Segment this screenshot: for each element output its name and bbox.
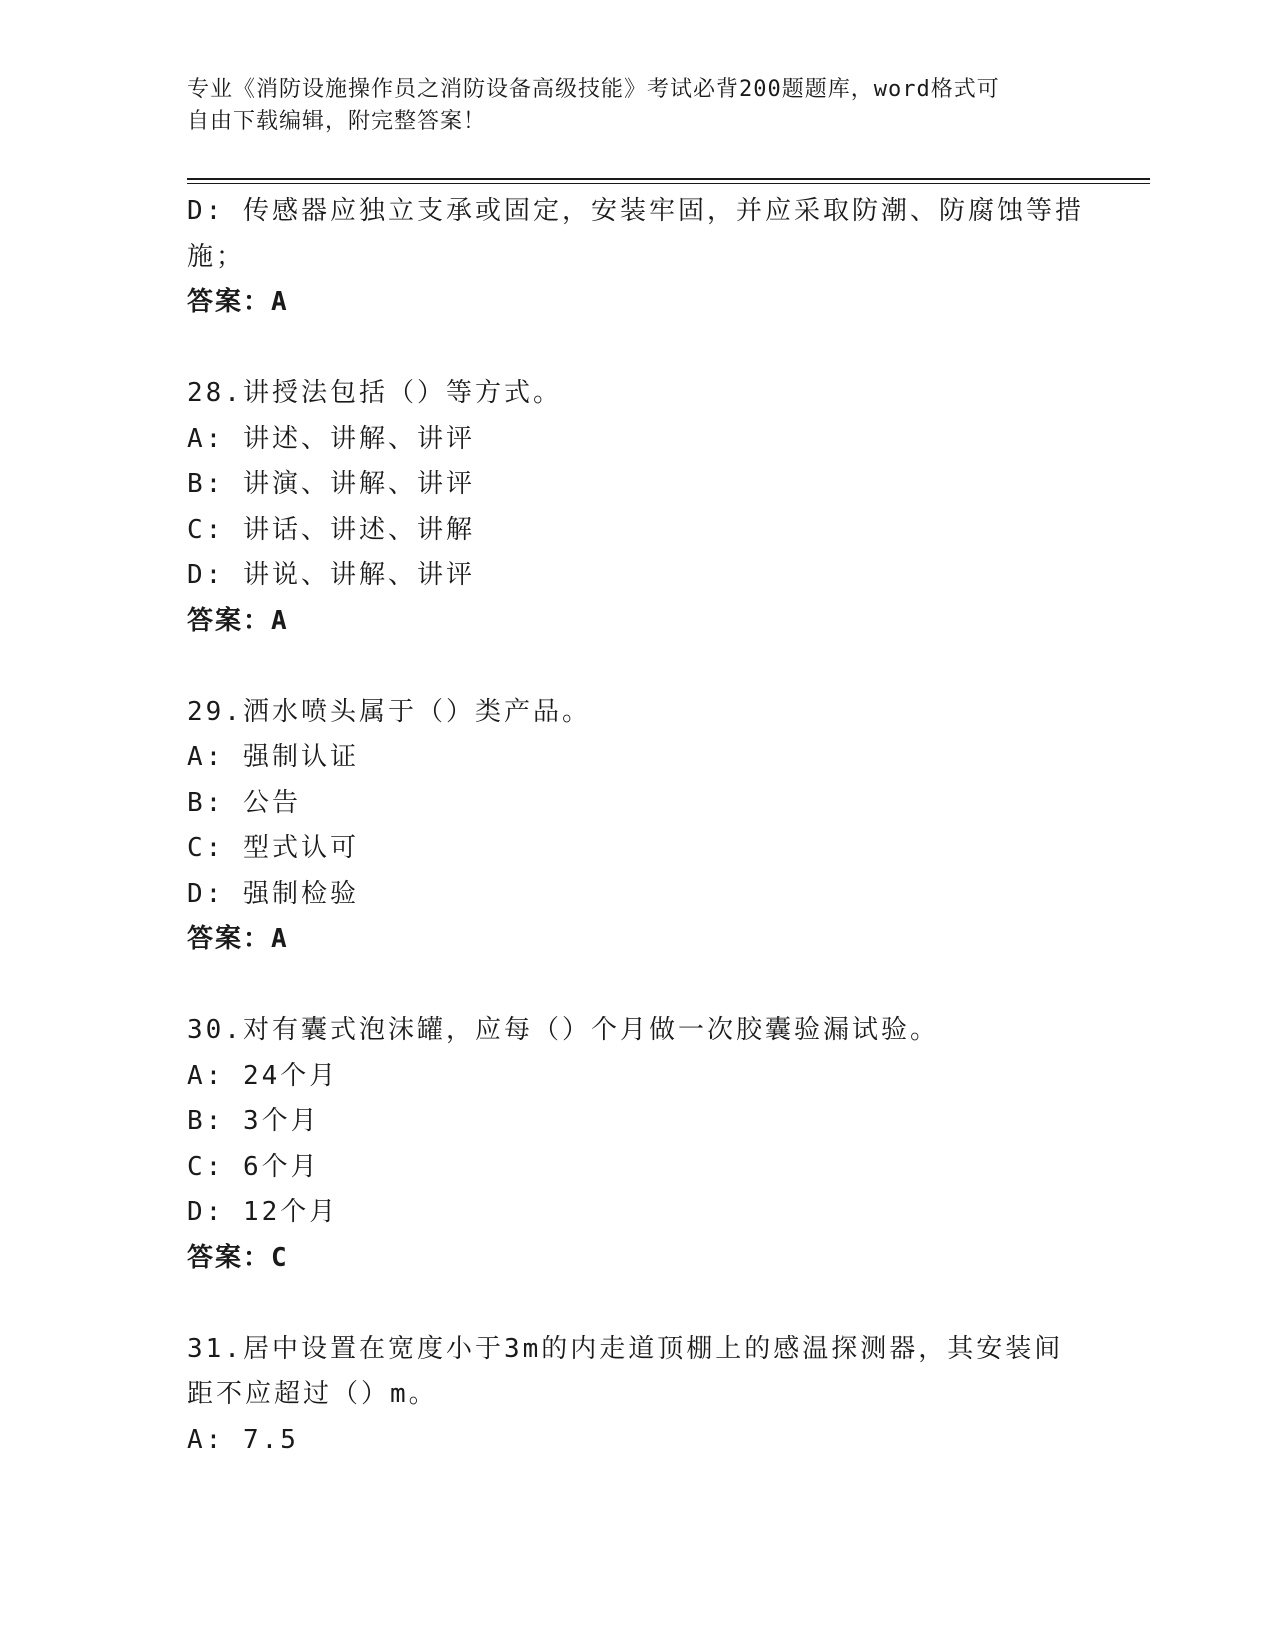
option-a: A: 强制认证 (187, 742, 359, 772)
option-d: D: 传感器应独立支承或固定，安装牢固，并应采取防潮、防腐蚀等措 (187, 196, 1084, 226)
option-b: B: 公告 (187, 787, 301, 818)
option-b: B: 3个月 (187, 1106, 320, 1136)
answer: 答案：C (187, 1242, 289, 1273)
option-c: C: 型式认可 (187, 833, 359, 863)
question-28 (187, 371, 1087, 644)
question-29 (187, 690, 1087, 963)
header-line-2: 自由下载编辑，附完整答案！ (187, 109, 487, 134)
spacer (187, 326, 1087, 372)
header-divider-thin (187, 183, 1150, 184)
header-line-1: 专业《消防设施操作员之消防设备高级技能》考试必背200题题库，word格式可 (187, 77, 1000, 102)
option-a: A: 24个月 (187, 1060, 339, 1091)
option-c: C: 6个月 (187, 1151, 320, 1182)
spacer (187, 1281, 1087, 1327)
option-d-continued: 施； (187, 241, 246, 272)
question-continued (187, 189, 1087, 326)
option-d: D: 12个月 (187, 1197, 339, 1227)
question-stem: 29.洒水喷头属于（）类产品。 (187, 696, 591, 727)
question-stem: 30.对有囊式泡沫罐，应每（）个月做一次胶囊验漏试验。 (187, 1015, 939, 1045)
option-a: A: 7.5 (187, 1424, 299, 1455)
option-c: C: 讲话、讲述、讲解 (187, 514, 475, 545)
question-30 (187, 1008, 1087, 1281)
answer: 答案：A (187, 287, 289, 317)
question-stem: 31.居中设置在宽度小于3m的内走道顶棚上的感温探测器，其安装间 (187, 1333, 1064, 1364)
question-list (187, 189, 1087, 1463)
option-d: D: 讲说、讲解、讲评 (187, 560, 475, 590)
option-d: D: 强制检验 (187, 878, 359, 909)
document-header (187, 74, 1067, 138)
question-stem-continued: 距不应超过（）m。 (187, 1379, 438, 1409)
question-31 (187, 1327, 1087, 1464)
spacer (187, 963, 1087, 1009)
header-divider-thick (187, 178, 1150, 180)
answer: 答案：A (187, 924, 289, 954)
question-stem: 28.讲授法包括（）等方式。 (187, 378, 562, 408)
option-a: A: 讲述、讲解、讲评 (187, 423, 475, 454)
answer: 答案：A (187, 605, 289, 636)
option-b: B: 讲演、讲解、讲评 (187, 469, 475, 499)
spacer (187, 644, 1087, 690)
